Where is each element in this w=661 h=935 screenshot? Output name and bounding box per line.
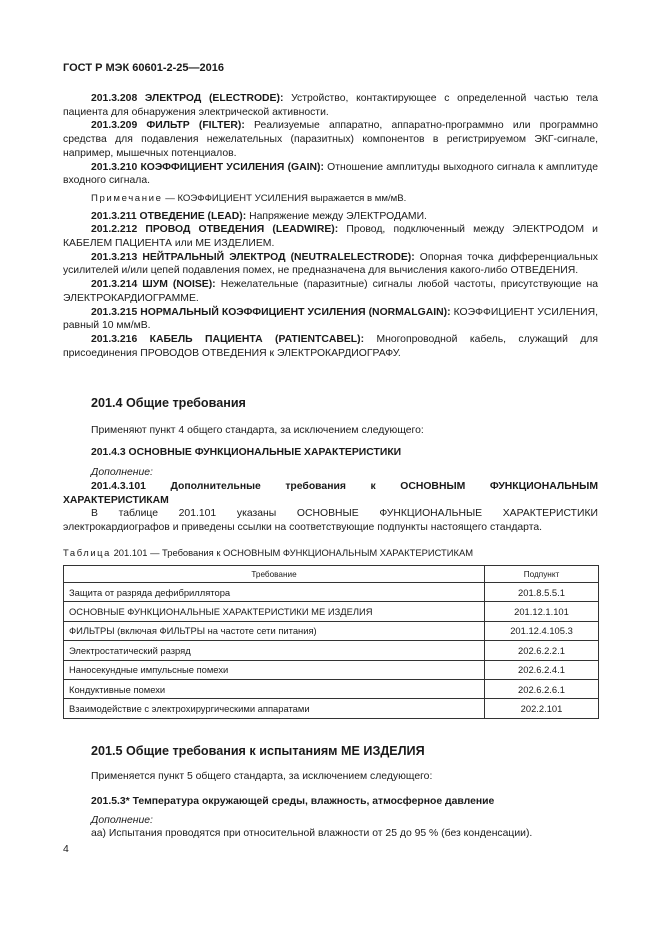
term: 201.3.208 ЭЛЕКТРОД (ELECTRODE): (91, 93, 284, 104)
table-caption-label: Таблица (63, 547, 111, 558)
definitions-block (63, 92, 598, 360)
requirement-cell: Кондуктивные помехи (64, 679, 485, 698)
table-row (64, 679, 599, 698)
table-caption (63, 547, 473, 558)
requirement-cell: Электростатический разряд (64, 641, 485, 660)
table-row (64, 641, 599, 660)
term: 201.3.215 НОРМАЛЬНЫЙ КОЭФФИЦИЕНТ УСИЛЕНИЯ (NORMALGAIN): (91, 306, 451, 318)
term: 201.3.214 ШУМ (NOISE): (91, 279, 216, 291)
definition-216 (63, 333, 598, 360)
section-4-3-101-title: 201.4.3.101 Дополнительные требования к ОСНОВНЫМ ФУНКЦИОНАЛЬНЫМ ХАРАКТЕРИСТИКАМ (63, 481, 598, 506)
term: 201.2.212 ПРОВОД ОТВЕДЕНИЯ (LEADWIRE): (91, 224, 339, 236)
term: 201.3.216 КАБЕЛЬ ПАЦИЕНТА (PATIENTCABEL): (91, 333, 365, 345)
table-header-row (64, 566, 599, 583)
definition-text: Реализуемые аппаратно, аппаратно-программно или программно средства для подавления нежелательных (паразитных) компонентов в регистрируемом ЭКГ-сигнале, например, мышечных потенциалов. (63, 120, 599, 159)
note-text: — КОЭФФИЦИЕНТ УСИЛЕНИЯ выражается в мм/мВ. (162, 192, 407, 204)
requirement-cell: Защита от разряда дефибриллятора (64, 583, 485, 602)
definition-text: Многопроводной кабель, служащий для присоединения ПРОВОДОВ ОТВЕДЕНИЯ к ЭЛЕКТРОКАРДИОГРАФУ. (63, 333, 598, 359)
definition-208 (63, 92, 598, 119)
section-5-intro: Применяется пункт 5 общего стандарта, за исключением следующего: (91, 771, 433, 782)
requirement-cell: ОСНОВНЫЕ ФУНКЦИОНАЛЬНЫЕ ХАРАКТЕРИСТИКИ МЕ ИЗДЕЛИЯ (64, 602, 485, 621)
column-header-subclause: Подпункт (485, 566, 599, 583)
section-5-item-aa: аа) Испытания проводятся при относительной влажности от 25 до 95 % (без конденсации). (91, 828, 533, 839)
definition-text: Отношение амплитуды выходного сигнала к амплитуде входного сигнала. (63, 161, 598, 187)
term: 201.3.211 ОТВЕДЕНИЕ (LEAD): (91, 210, 247, 222)
page-number: 4 (63, 844, 69, 855)
requirement-cell: Взаимодействие с электрохирургическими аппаратами (64, 699, 485, 718)
term: 201.3.209 ФИЛЬТР (FILTER): (91, 120, 245, 132)
section-4-addition-label: Дополнение: (91, 467, 153, 478)
subclause-cell: 201.12.1.101 (485, 602, 599, 621)
section-5-addition-label: Дополнение: (91, 815, 153, 826)
note-210 (63, 192, 598, 206)
subclause-cell: 201.8.5.5.1 (485, 583, 599, 602)
definition-text: Нежелательные (паразитные) сигналы любой частоты, присутствующие на ЭЛЕКТРОКАРДИОГРАММЕ. (63, 279, 598, 304)
definition-209 (63, 119, 598, 160)
requirement-cell: Наносекундные импульсные помехи (64, 660, 485, 679)
section-4-title: 201.4 Общие требования (91, 396, 246, 410)
subclause-cell: 202.6.2.6.1 (485, 679, 599, 698)
table-row (64, 602, 599, 621)
table-caption-text: 201.101 — Требования к ОСНОВНЫМ ФУНКЦИОНАЛЬНЫМ ХАРАКТЕРИСТИКАМ (110, 547, 474, 558)
definition-text: Напряжение между ЭЛЕКТРОДАМИ. (246, 210, 427, 222)
subclause-cell: 202.2.101 (485, 699, 599, 718)
subclause-cell: 202.6.2.2.1 (485, 641, 599, 660)
definition-215 (63, 306, 598, 333)
table-row (64, 699, 599, 718)
subclause-cell: 201.12.4.105.3 (485, 621, 599, 640)
definition-214 (63, 278, 598, 305)
section-4-paragraph: В таблице 201.101 указаны ОСНОВНЫЕ ФУНКЦИОНАЛЬНЫЕ ХАРАКТЕРИСТИКИ электрокардиографов и приведены ссылки на соответствующие подпункты настоящего стандарта. (63, 508, 598, 534)
requirements-table (63, 565, 599, 719)
definition-text: Устройство, контактирующее с определенной частью тела пациента для обнаружения электрической активности. (63, 93, 598, 118)
table-row (64, 583, 599, 602)
column-header-requirement: Требование (64, 566, 485, 583)
definition-213 (63, 251, 598, 278)
section-4-3-101-block (63, 480, 598, 535)
section-4-3-title: 201.4.3 ОСНОВНЫЕ ФУНКЦИОНАЛЬНЫЕ ХАРАКТЕРИСТИКИ (91, 447, 402, 458)
note-label: Примечание (91, 192, 163, 204)
definition-text: КОЭФФИЦИЕНТ УСИЛЕНИЯ, равный 10 мм/мВ. (63, 306, 598, 332)
definition-210 (63, 161, 598, 188)
section-5-3-title: 201.5.3* Температура окружающей среды, влажность, атмосферное давление (91, 796, 495, 807)
section-5-title: 201.5 Общие требования к испытаниям МЕ ИЗДЕЛИЯ (91, 744, 425, 758)
definition-text: Опорная точка дифференциальных усилителей и/или цепей подавления помех, не предназначена для вычисления какого-либо ОТВЕДЕНИЯ. (63, 251, 598, 277)
table-row (64, 621, 599, 640)
table-row (64, 660, 599, 679)
definition-211 (63, 210, 598, 224)
definition-text: Провод, подключенный между ЭЛЕКТРОДОМ и КАБЕЛЕМ ПАЦИЕНТА или МЕ ИЗДЕЛИЕМ. (63, 224, 598, 250)
term: 201.3.213 НЕЙТРАЛЬНЫЙ ЭЛЕКТРОД (NEUTRALELECTRODE): (91, 251, 415, 263)
standard-header: ГОСТ Р МЭК 60601-2-25—2016 (63, 62, 224, 74)
term: 201.3.210 КОЭФФИЦИЕНТ УСИЛЕНИЯ (GAIN): (91, 161, 324, 173)
definition-212 (63, 223, 598, 250)
section-4-intro: Применяют пункт 4 общего стандарта, за исключением следующего: (91, 425, 424, 436)
requirement-cell: ФИЛЬТРЫ (включая ФИЛЬТРЫ на частоте сети питания) (64, 621, 485, 640)
subclause-cell: 202.6.2.4.1 (485, 660, 599, 679)
